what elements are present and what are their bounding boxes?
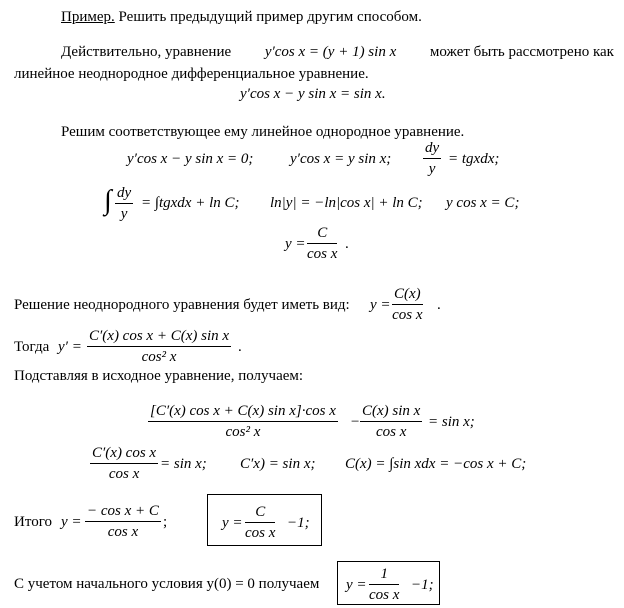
fraction-numerator: C′(x) cos x: [90, 446, 158, 464]
minus-sign: −: [350, 414, 361, 430]
fraction-numerator: C(x): [392, 287, 423, 305]
eq-general-form: y cos x = C;: [446, 195, 520, 211]
total-lhs: y =: [61, 514, 82, 530]
fraction-numerator: dy: [115, 186, 133, 204]
p4-lhs: y′ =: [58, 339, 82, 355]
fraction-numerator: − cos x + C: [85, 504, 161, 522]
fraction-denominator: cos x: [369, 587, 400, 603]
eq-log-form: ln|y| = −ln|cos x| + ln C;: [270, 195, 423, 211]
semicolon: ;: [163, 514, 168, 530]
eq-homogeneous-solution-lhs: y =: [285, 236, 306, 252]
boxed2-rhs: −1;: [411, 577, 434, 593]
period: .: [238, 339, 242, 355]
example-text: Решить предыдущий пример другим способом.: [118, 9, 422, 25]
fraction-denominator: cos x: [245, 525, 276, 541]
fraction-denominator: cos² x: [141, 349, 177, 365]
paragraph-1-line-2: линейное неоднородное дифференциальное уравнение.: [14, 66, 369, 82]
boxed1-rhs: −1;: [287, 515, 310, 531]
boxed2-lhs: y =: [346, 577, 367, 593]
eq-homogeneous-solution-fraction: [307, 226, 337, 262]
eq-integral-rhs: = ∫tgxdx + ln C;: [141, 195, 240, 211]
fraction-numerator: 1: [369, 567, 399, 585]
p1-equation: y′cos x = (y + 1) sin x: [264, 44, 397, 60]
equation-linear-nonhomogeneous: y′cos x − y sin x = sin x.: [240, 86, 386, 102]
total-fraction: [85, 504, 161, 540]
paragraph-3: Решение неоднородного уравнения будет иметь вид:: [14, 297, 350, 313]
fraction-denominator: cos x: [392, 307, 423, 323]
paragraph-2: Решим соответствующее ему линейное однородное уравнение.: [61, 124, 465, 140]
paragraph-1-line-1: [61, 45, 614, 60]
p4-derivative-fraction: [87, 329, 231, 365]
boxed1-fraction: [245, 505, 275, 541]
period: .: [345, 236, 349, 252]
fraction-denominator: cos x: [107, 524, 139, 540]
eq-substitution-rhs: = sin x;: [428, 414, 475, 430]
fraction-numerator: dy: [423, 141, 441, 159]
example-heading: [61, 10, 422, 25]
eq-separated: y′cos x = y sin x;: [290, 151, 392, 167]
eq-simplified-rhs: = sin x;: [160, 456, 207, 472]
fraction-numerator: C′(x) cos x + C(x) sin x: [87, 329, 231, 347]
integral-sign: ∫: [104, 185, 112, 216]
eq-derivative-result: C′x) = sin x;: [240, 456, 316, 472]
total-label: Итого: [14, 514, 52, 530]
fraction-denominator: cos² x: [225, 424, 261, 440]
p1-start: Действительно, уравнение: [61, 44, 232, 60]
paragraph-4-label: Тогда: [14, 339, 50, 355]
boxed2-fraction: [369, 567, 399, 603]
eq-homogeneous: y′cos x − y sin x = 0;: [127, 151, 254, 167]
paragraph-5: Подставляя в исходное уравнение, получаем:: [14, 368, 304, 384]
boxed1-lhs: y =: [222, 515, 243, 531]
eq-substitution-fraction-2: [360, 404, 422, 440]
p1-end: может быть рассмотрено как: [429, 44, 614, 60]
boxed-solution-particular: [337, 561, 440, 605]
example-label: Пример.: [61, 9, 115, 25]
eq-integral-fraction: [115, 186, 133, 222]
fraction-numerator: C: [245, 505, 275, 523]
period: .: [437, 297, 441, 313]
fraction-numerator: C(x) sin x: [360, 404, 422, 422]
eq-tg-rhs: = tgxdx;: [448, 151, 500, 167]
eq-substitution-fraction-1: [148, 404, 338, 440]
eq-dy-over-y-fraction: [423, 141, 441, 177]
p3-lhs: y =: [370, 297, 391, 313]
fraction-denominator: y: [120, 206, 128, 222]
fraction-numerator: C: [307, 226, 337, 244]
fraction-numerator: [C′(x) cos x + C(x) sin x]·cos x: [148, 404, 338, 422]
fraction-denominator: cos x: [108, 466, 140, 482]
eq-integration-result: C(x) = ∫sin xdx = −cos x + C;: [345, 456, 527, 472]
fraction-denominator: y: [428, 161, 436, 177]
p3-fraction: [392, 287, 423, 323]
eq-simplified-fraction: [90, 446, 158, 482]
final-text: С учетом начального условия y(0) = 0 получаем: [14, 576, 320, 592]
fraction-denominator: cos x: [375, 424, 407, 440]
fraction-denominator: cos x: [307, 246, 338, 262]
boxed-solution-general: [207, 494, 322, 546]
